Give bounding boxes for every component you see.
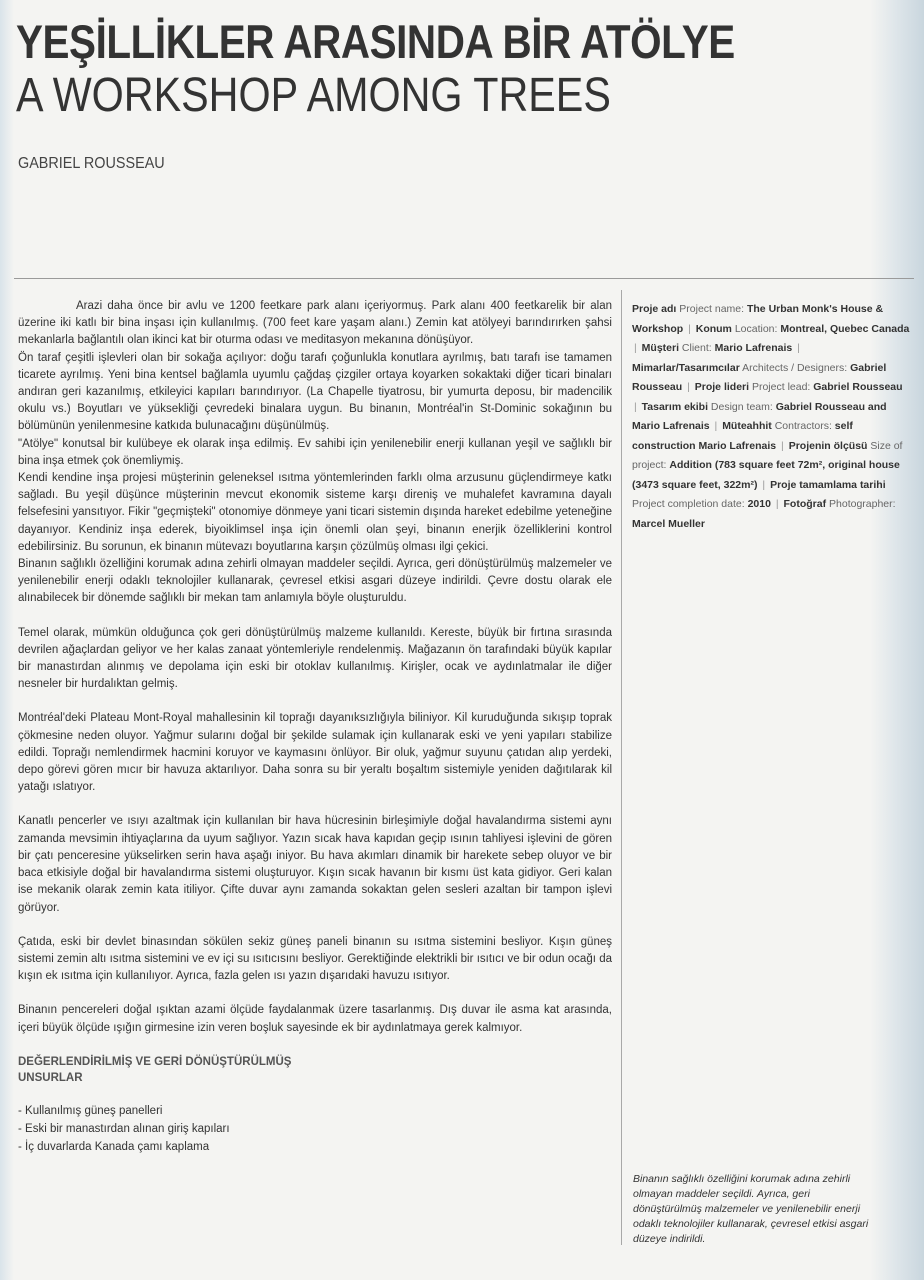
separator: | <box>781 439 784 452</box>
section-heading <box>18 1054 612 1086</box>
pull-quote-caption: Binanın sağlıklı özelliğini korumak adına zehirli olmayan maddeler seçildi. Ayrıca, geri dönüştürülmüş malzemeler ve yenilenebilir enerji odaklı teknolojiler kullanarak, çevresel etkisi asgari düzeye indirildi. <box>633 1173 869 1245</box>
separator: | <box>634 400 637 413</box>
list-item: - İç duvarlarda Kanada çamı kaplama <box>18 1140 210 1153</box>
value-completion-date: 2010 <box>747 498 771 510</box>
label-contractor-en: Contractors: <box>774 420 832 432</box>
label-project-size-en: Size of project: <box>632 439 903 471</box>
paragraph: Çatıda, eski bir devlet binasından sökülen sekiz güneş paneli binanın su ısıtma sistemini besliyor. Kışın güneş sistemi zemin altı ısıtma sistemini ve ev içi su ısıtıcısını besliyor. Gerektiğinde elektrikli bir ısıtıcı ve bir odun ocağı da kışın ek ısıtma için kullanılıyor. Ayrıca, fazla gelen ısı yazın dışarıdaki havuzu ısıtıyor. <box>18 935 612 983</box>
separator: | <box>687 381 690 393</box>
paragraph: Binanın sağlıklı özelliğini korumak adına zehirli olmayan maddeler seçildi. Ayrıca, geri dönüştürülmüş malzemeler ve yenilenebilir enerji odaklı teknolojiler kullanarak, çevresel etkisi asgari düzeye indirildi. Çevre dostu olarak ele alınabilecek bir dönemde sağlıklı bir mekan tam anlamıyla böyle oluşturuldu. <box>18 558 612 605</box>
separator: | <box>775 498 779 510</box>
value-client: Mario Lafrenais <box>714 342 793 354</box>
paragraph: Kendi kendine inşa projesi müşterinin geleneksel ısıtma yöntemlerinden farklı olma arzusunu güçlendirmeye katkı sağladı. Bu yeşil düşünce müşterinin mevcut ekonomik sisteme karşı direniş ve muhalefet kavramına dayalı felsefesini yansıtıyor. Fikir "geçmişteki" otonomiye dönmeye yani ticari sistemin dışında hareket edebilme yeteneğine dayanıyor. Kendiniz inşa ederek, biyoiklimsel inşa için önemli olan şeyi, binanın enerjik özelliklerini kontrol edebilirsiniz. Bu sorunun, ek binanın mütevazı boyutlarına karşın çözülmüş olması ilgi çekici. <box>18 472 612 553</box>
value-design-team: Gabriel Rousseau and Mario Lafrenais <box>632 400 887 432</box>
value-photographer: Marcel Mueller <box>632 517 705 530</box>
paragraph: Montréal'deki Plateau Mont-Royal mahallesinin kil toprağı dayanıksızlığıyla biliniyor. Kil kuruduğunda sıkışıp toprak çökmesine neden oluyor. Yağmur sularını doğal bir şekilde sulamak için kullanarak eski ve yeni yapıları stabilize edildi. Toprağı nemlendirmek hacmini koruyor ve kaymasını önlüyor. Bir oluk, yağmur suyunu çatıdan alıp yerdeki, depo görevi gören mıcır bir havuza aktarılıyor. Daha sonra su bir yeraltı boşaltım sistemiyle yeniden dağıtılarak kil yatağı ıslatıyor. <box>18 712 612 794</box>
materials-list <box>18 1102 612 1156</box>
label-contractor: Müteahhit <box>722 420 772 432</box>
section-heading-line: UNSURLAR <box>18 1071 83 1084</box>
separator: | <box>688 322 691 335</box>
label-location-en: Location: <box>734 322 778 335</box>
separator: | <box>797 342 800 354</box>
list-item: - Kullanılmış güneş panelleri <box>18 1104 163 1117</box>
label-photographer-en: Photographer: <box>829 498 896 510</box>
label-design-team-en: Design team: <box>710 400 773 413</box>
label-project-name-en: Project name: <box>679 303 745 315</box>
value-project-size: Addition (783 square feet 72m², original house (3473 square feet, 322m²) <box>632 459 900 491</box>
separator: | <box>634 342 637 354</box>
article-body <box>18 298 612 1156</box>
separator: | <box>762 478 766 491</box>
label-completion-date-en: Project completion date: <box>632 498 745 510</box>
label-design-team: Tasarım ekibi <box>641 400 708 413</box>
label-client-en: Client: <box>681 342 712 354</box>
label-project-lead-en: Project lead: <box>751 381 811 393</box>
paragraph: Ön taraf çeşitli işlevleri olan bir sokağa açılıyor: doğu tarafı çoğunlukla konutlara ayrılmış, batı tarafı ise tamamen ticarete ayrılmış. Yeni bina kentsel bağlamla uyumlu çağdaş çizgiler ortaya koyarken sokaktaki diğer ticari binaları andıran geri kazanılmış, etkileyici kapıları barındırıyor. (La Chapelle tiyatrosu, bir yumurta deposu, bir madencilik okulu vs.) Boyutları ve yüksekliği çevredeki binalara uygun. Bu binanın, Montréal'in St-Dominic sokağının bu bölümünün yenilenmesine katkıda bulunacağını düşünülmüş. <box>18 351 612 433</box>
list-item: - Eski bir manastırdan alınan giriş kapıları <box>18 1122 230 1135</box>
page-title-english: A WORKSHOP AMONG TREES <box>16 69 611 122</box>
value-location: Montreal, Quebec Canada <box>780 322 910 335</box>
column-divider <box>621 290 622 1245</box>
horizontal-divider <box>14 278 914 279</box>
page-title-turkish: YEŞİLLİKLER ARASINDA BİR ATÖLYE <box>16 15 735 68</box>
paragraph: Arazi daha önce bir avlu ve 1200 feetkare park alanı içeriyormuş. Park alanı 400 feetkarelik bir alan üzerine iki katlı bir bina inşası için kullanılmış. (700 feet kare yaşam alanı.) Zemin kat atölyeyi barındırırken şahsi mekanlarla bağlantılı olan ikinci kat bir oturma odası ve meditasyon mekanına dönüşüyor. <box>18 300 612 347</box>
separator: | <box>714 420 718 432</box>
paragraph: Binanın pencereleri doğal ışıktan azami ölçüde faydalanmak üzere tasarlanmış. Dış duvar ile asma kat arasında, içeri büyük ölçüde ışığın girmesine izin veren boşluk sayesinde ek bir aydınlatmaya gerek kalmıyor. <box>18 1004 612 1034</box>
label-client: Müşteri <box>641 342 679 354</box>
project-info-sidebar <box>632 300 912 534</box>
value-project-lead: Gabriel Rousseau <box>813 381 903 393</box>
section-heading-line: DEĞERLENDİRİLMİŞ VE GERİ DÖNÜŞTÜRÜLMÜŞ <box>18 1055 292 1068</box>
value-architects: Gabriel Rousseau <box>632 361 887 393</box>
label-project-size: Projenin ölçüsü <box>788 439 868 452</box>
label-architects-en: Architects / Designers: <box>742 361 848 374</box>
label-project-lead: Proje lideri <box>694 381 750 393</box>
author-name: GABRIEL ROUSSEAU <box>18 155 165 172</box>
label-location: Konum <box>695 322 732 335</box>
paragraph: Kanatlı pencerler ve ısıyı azaltmak için kullanılan bir hava hücresinin birleşimiyle doğal havalandırma sistemi aynı zamanda mevsimin ihtiyaçlarına da uyum sağlıyor. Yazın sıcak hava kapıdan geçip ısının tahliyesi işlevini de gören bir çatı penceresine yükselirken serin hava aşağı iniyor. Bu hava akımları dinamik bir harekete sebep oluyor ve bir baca etkisiyle doğal bir havalandırma sistemi oluşturuyor. Kışın sıcak havanın bir kısmı üst kata gidiyor. Geri kalan ise mekanik olarak zemin kata itiliyor. Çifte duvar aynı zamanda sokaktan gelen sesleri azaltan bir tampon işlevi görüyor. <box>18 815 612 914</box>
value-project-name: The Urban Monk's House & Workshop <box>632 303 884 335</box>
paragraph: "Atölye" konutsal bir kulübeye ek olarak inşa edilmiş. Ev sahibi için yenilenebilir enerji kullanan yeşil ve sağlıklı bir bina inşa etmek çok önemliymiş. <box>18 437 612 467</box>
label-project-name: Proje adı <box>632 303 677 315</box>
paragraph: Temel olarak, mümkün olduğunca çok geri dönüştürülmüş malzeme kullanıldı. Kereste, büyük bir fırtına sırasında devrilen ağaçlardan geliyor ve her kalas zanaat yöntemleriyle rendelenmiş. Mağazanın ön tarafındaki büyük kapılar bir manastırdan alınmış ve depolama için eski bir otoklav kullanılmış. Kirişler, ocak ve aydınlatmalar ile diğer nesneler bir hurdalıktan gelmiş. <box>18 626 612 691</box>
label-photographer: Fotoğraf <box>783 498 827 510</box>
value-contractor: self construction Mario Lafrenais <box>632 420 853 452</box>
label-architects: Mimarlar/Tasarımcılar <box>632 361 740 374</box>
label-completion-date: Proje tamamlama tarihi <box>770 478 886 491</box>
